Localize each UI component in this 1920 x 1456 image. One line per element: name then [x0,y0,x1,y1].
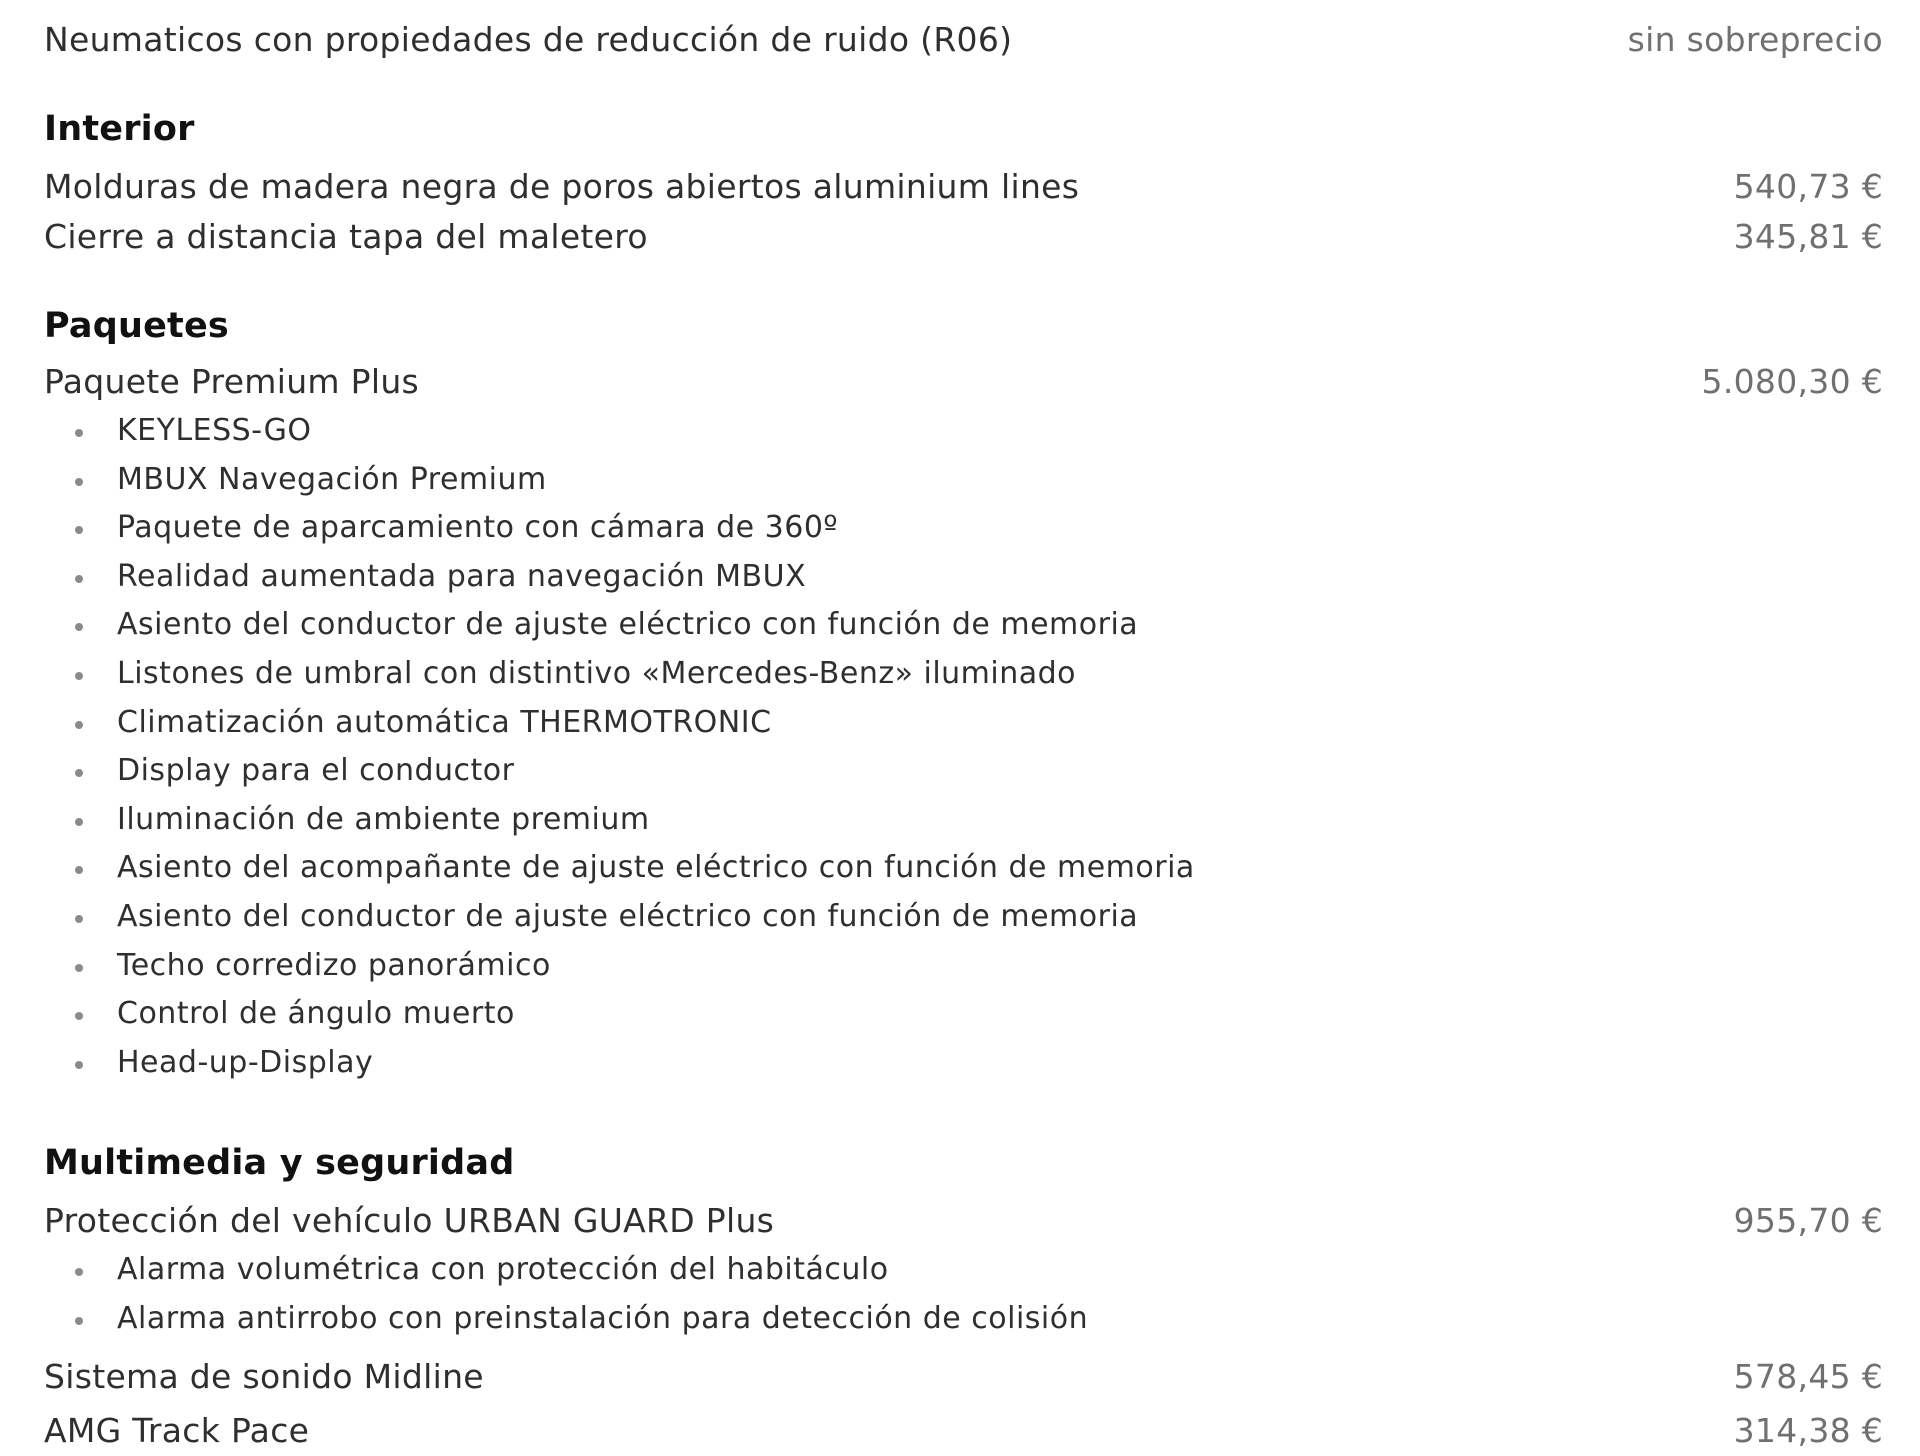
option-label: Protección del vehículo URBAN GUARD Plus [44,1201,775,1241]
option-label: Sistema de sonido Midline [44,1356,484,1396]
bullet-icon [75,526,83,534]
feature-label: Realidad aumentada para navegación MBUX [117,558,807,594]
option-row-neumaticos [44,15,1883,65]
feature-label: MBUX Navegación Premium [117,461,547,497]
bullet-icon [75,866,83,874]
feature-item [44,504,1883,553]
bullet-icon [75,1012,83,1020]
feature-label: Control de ángulo muerto [117,996,515,1032]
feature-item [44,553,1883,602]
section-heading-multimedia: Multimedia y seguridad [44,1143,515,1184]
feature-label: Asiento del acompañante de ajuste eléctrico con función de memoria [117,850,1195,886]
feature-label: Climatización automática THERMOTRONIC [117,704,772,740]
feature-item [44,407,1883,456]
premium-plus-features [44,407,1883,1087]
bullet-icon [75,818,83,826]
feature-label: Alarma antirrobo con preinstalación para detección de colisión [117,1300,1089,1336]
bullet-icon [75,672,83,680]
bullet-icon [75,769,83,777]
feature-label: Techo corredizo panorámico [117,947,551,983]
feature-item [44,747,1883,796]
feature-item [44,796,1883,845]
bullet-icon [75,575,83,583]
section-heading-paquetes: Paquetes [44,306,229,346]
option-label: Neumaticos con propiedades de reducción de ruido (R06) [44,20,1013,59]
feature-item [44,942,1883,991]
option-row-urban-guard [44,1196,1883,1246]
feature-label: Alarma volumétrica con protección del habitáculo [117,1252,889,1288]
bullet-icon [75,429,83,437]
urban-guard-features [44,1246,1883,1343]
option-row-amg-track-pace [44,1406,1883,1456]
bullet-icon [75,915,83,923]
feature-item [44,699,1883,748]
option-row-sonido [44,1352,1883,1402]
feature-item [44,1246,1883,1295]
bullet-icon [75,1317,83,1325]
feature-item [44,990,1883,1039]
feature-label: Head-up-Display [117,1044,374,1080]
bullet-icon [75,964,83,972]
feature-label: Asiento del conductor de ajuste eléctrico con función de memoria [117,607,1139,643]
option-label: Paquete Premium Plus [44,362,420,401]
feature-label: Iluminación de ambiente premium [117,801,650,837]
feature-item [44,650,1883,699]
bullet-icon [75,1061,83,1069]
option-row-molduras [44,162,1883,212]
feature-label: KEYLESS-GO [117,413,312,448]
feature-item [44,1039,1883,1088]
option-row-cierre [44,212,1883,262]
feature-item [44,601,1883,650]
option-price: 314,38 € [1733,1410,1883,1450]
price-list [44,0,1883,1456]
feature-item [44,844,1883,893]
option-price: 540,73 € [1733,167,1883,206]
feature-item [44,456,1883,505]
feature-label: Paquete de aparcamiento con cámara de 360º [117,510,839,546]
feature-label: Listones de umbral con distintivo «Mercedes-Benz» iluminado [117,655,1077,691]
section-heading-interior: Interior [44,109,195,149]
feature-label: Asiento del conductor de ajuste eléctrico con función de memoria [117,898,1139,934]
bullet-icon [75,1268,83,1276]
feature-item [44,1295,1883,1344]
option-label: Cierre a distancia tapa del maletero [44,217,648,256]
option-price: 578,45 € [1733,1356,1883,1396]
bullet-icon [75,721,83,729]
option-price: 345,81 € [1733,217,1883,256]
option-label: Molduras de madera negra de poros abiertos aluminium lines [44,167,1080,206]
option-price: 955,70 € [1733,1201,1883,1241]
feature-label: Display para el conductor [117,753,515,789]
bullet-icon [75,478,83,486]
option-label: AMG Track Pace [44,1410,310,1450]
option-price: 5.080,30 € [1701,362,1883,401]
bullet-icon [75,623,83,631]
option-price: sin sobreprecio [1627,20,1883,59]
option-row-premium-plus [44,357,1883,407]
feature-item [44,893,1883,942]
